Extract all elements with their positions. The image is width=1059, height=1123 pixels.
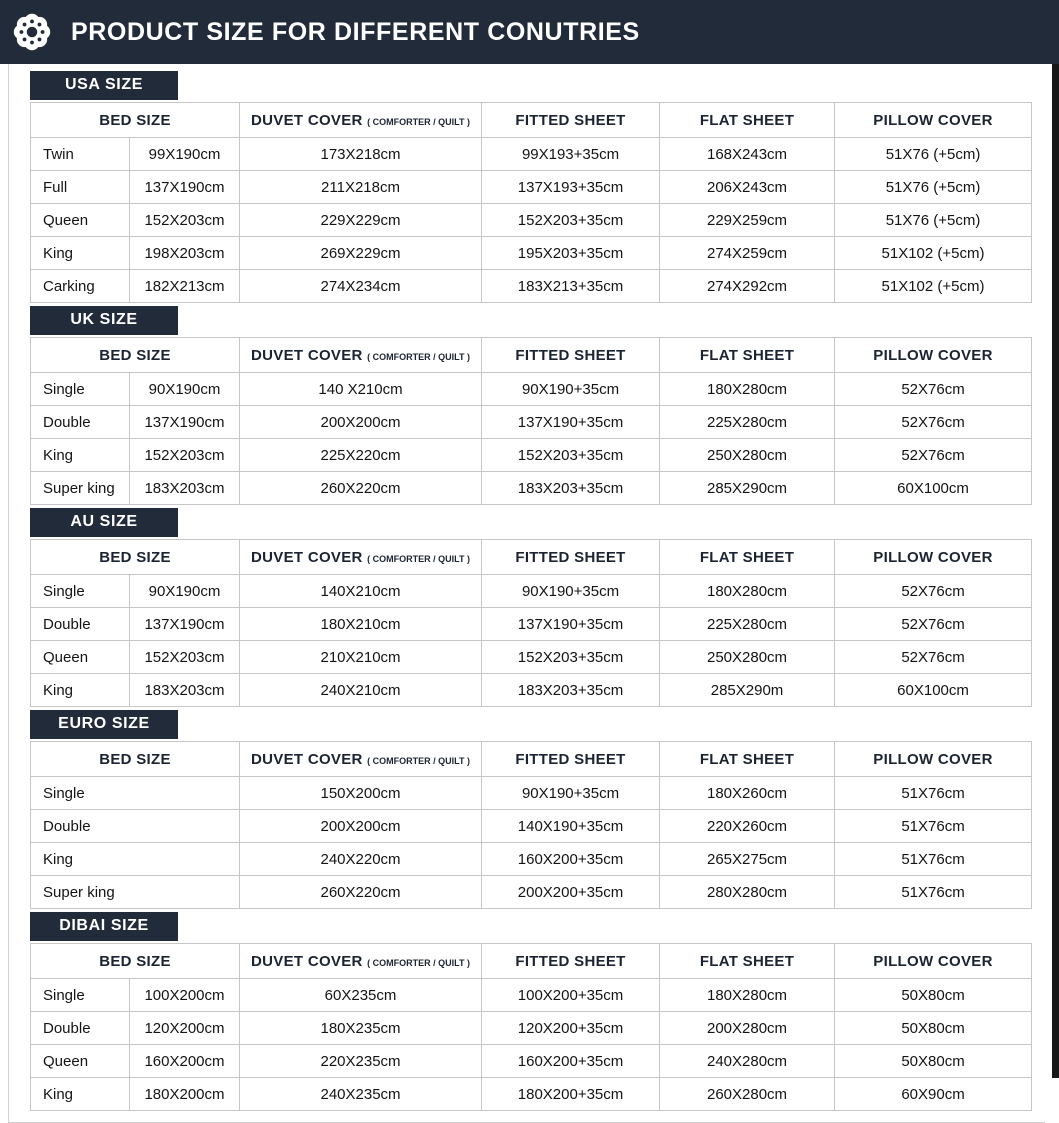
duvet-cover-subtitle: ( COMFORTER / QUILT ) [367, 755, 470, 766]
column-header-row [31, 944, 1032, 979]
col-header-pillow-cover: PILLOW COVER [835, 338, 1032, 373]
fitted-sheet-cell: 137X190+35cm [482, 608, 660, 641]
duvet-cover-cell: 180X210cm [240, 608, 482, 641]
section-badge-usa: USA SIZE [30, 71, 178, 100]
fitted-sheet-cell: 160X200+35cm [482, 1045, 660, 1078]
flat-sheet-cell: 250X280cm [660, 439, 835, 472]
col-header-flat-sheet: FLAT SHEET [660, 742, 835, 777]
size-section-au [30, 508, 1045, 707]
pillow-cover-cell: 52X76cm [835, 439, 1032, 472]
col-header-bed-size: BED SIZE [31, 103, 240, 138]
fitted-sheet-cell: 152X203+35cm [482, 439, 660, 472]
bed-size-name-cell: Single [31, 575, 130, 608]
col-header-duvet-cover: DUVET COVER ( COMFORTER / QUILT ) [240, 540, 482, 575]
table-row [31, 439, 1032, 472]
table-row [31, 138, 1032, 171]
fitted-sheet-cell: 183X203+35cm [482, 674, 660, 707]
table-row [31, 777, 1032, 810]
bed-size-name-cell: Double [31, 810, 240, 843]
table-row [31, 406, 1032, 439]
bed-size-dimension-cell: 152X203cm [130, 641, 240, 674]
bed-size-dimension-cell: 180X200cm [130, 1078, 240, 1111]
bed-size-name-cell: King [31, 674, 130, 707]
col-header-bed-size: BED SIZE [31, 944, 240, 979]
table-row [31, 979, 1032, 1012]
duvet-cover-cell: 150X200cm [240, 777, 482, 810]
pillow-cover-cell: 51X76cm [835, 843, 1032, 876]
duvet-cover-cell: 269X229cm [240, 237, 482, 270]
bed-size-name-cell: Twin [31, 138, 130, 171]
duvet-cover-cell: 260X220cm [240, 876, 482, 909]
size-section-dibai [30, 912, 1045, 1111]
pillow-cover-cell: 51X102 (+5cm) [835, 237, 1032, 270]
table-row [31, 1012, 1032, 1045]
duvet-cover-cell: 229X229cm [240, 204, 482, 237]
bed-size-dimension-cell: 137X190cm [130, 406, 240, 439]
col-header-bed-size: BED SIZE [31, 338, 240, 373]
pillow-cover-cell: 51X76 (+5cm) [835, 138, 1032, 171]
duvet-cover-cell: 173X218cm [240, 138, 482, 171]
col-header-pillow-cover: PILLOW COVER [835, 540, 1032, 575]
bed-size-name-cell: King [31, 237, 130, 270]
bed-size-dimension-cell: 137X190cm [130, 171, 240, 204]
table-row [31, 843, 1032, 876]
bed-size-name-cell: Carking [31, 270, 130, 303]
bed-size-dimension-cell: 198X203cm [130, 237, 240, 270]
flat-sheet-cell: 250X280cm [660, 641, 835, 674]
duvet-cover-cell: 240X235cm [240, 1078, 482, 1111]
bed-size-name-cell: Super king [31, 876, 240, 909]
size-section-euro [30, 710, 1045, 909]
col-header-bed-size: BED SIZE [31, 742, 240, 777]
duvet-cover-cell: 240X220cm [240, 843, 482, 876]
column-header-row [31, 540, 1032, 575]
col-header-duvet-cover: DUVET COVER ( COMFORTER / QUILT ) [240, 944, 482, 979]
flat-sheet-cell: 285X290cm [660, 472, 835, 505]
bed-size-dimension-cell: 152X203cm [130, 439, 240, 472]
fitted-sheet-cell: 152X203+35cm [482, 204, 660, 237]
bed-size-dimension-cell: 100X200cm [130, 979, 240, 1012]
bed-size-dimension-cell: 90X190cm [130, 575, 240, 608]
bed-size-name-cell: Double [31, 1012, 130, 1045]
bed-size-name-cell: Single [31, 373, 130, 406]
flat-sheet-cell: 180X280cm [660, 575, 835, 608]
duvet-cover-cell: 200X200cm [240, 406, 482, 439]
col-header-fitted-sheet: FITTED SHEET [482, 742, 660, 777]
flat-sheet-cell: 260X280cm [660, 1078, 835, 1111]
bed-size-dimension-cell: 183X203cm [130, 472, 240, 505]
table-row [31, 204, 1032, 237]
table-row [31, 237, 1032, 270]
pillow-cover-cell: 50X80cm [835, 979, 1032, 1012]
duvet-cover-cell: 274X234cm [240, 270, 482, 303]
col-header-duvet-cover: DUVET COVER ( COMFORTER / QUILT ) [240, 742, 482, 777]
pillow-cover-cell: 60X100cm [835, 472, 1032, 505]
fitted-sheet-cell: 120X200+35cm [482, 1012, 660, 1045]
table-row [31, 641, 1032, 674]
col-header-duvet-cover: DUVET COVER ( COMFORTER / QUILT ) [240, 103, 482, 138]
fitted-sheet-cell: 160X200+35cm [482, 843, 660, 876]
fitted-sheet-cell: 200X200+35cm [482, 876, 660, 909]
pillow-cover-cell: 52X76cm [835, 575, 1032, 608]
flat-sheet-cell: 274X292cm [660, 270, 835, 303]
column-header-row [31, 338, 1032, 373]
fitted-sheet-cell: 90X190+35cm [482, 777, 660, 810]
flat-sheet-cell: 225X280cm [660, 608, 835, 641]
fitted-sheet-cell: 183X213+35cm [482, 270, 660, 303]
page-title: PRODUCT SIZE FOR DIFFERENT CONUTRIES [71, 17, 640, 46]
pillow-cover-cell: 52X76cm [835, 608, 1032, 641]
flat-sheet-cell: 180X260cm [660, 777, 835, 810]
fitted-sheet-cell: 137X193+35cm [482, 171, 660, 204]
pillow-cover-cell: 51X102 (+5cm) [835, 270, 1032, 303]
size-table-dibai [30, 943, 1032, 1111]
duvet-cover-cell: 220X235cm [240, 1045, 482, 1078]
col-header-flat-sheet: FLAT SHEET [660, 103, 835, 138]
table-row [31, 608, 1032, 641]
bed-size-dimension-cell: 160X200cm [130, 1045, 240, 1078]
title-bar [0, 0, 1059, 64]
size-section-usa [30, 71, 1045, 303]
fitted-sheet-cell: 183X203+35cm [482, 472, 660, 505]
duvet-cover-cell: 140X210cm [240, 575, 482, 608]
col-header-pillow-cover: PILLOW COVER [835, 944, 1032, 979]
pillow-cover-cell: 50X80cm [835, 1012, 1032, 1045]
col-header-duvet-cover: DUVET COVER ( COMFORTER / QUILT ) [240, 338, 482, 373]
bed-size-dimension-cell: 120X200cm [130, 1012, 240, 1045]
duvet-cover-cell: 225X220cm [240, 439, 482, 472]
bed-size-dimension-cell: 99X190cm [130, 138, 240, 171]
bed-size-dimension-cell: 90X190cm [130, 373, 240, 406]
col-header-bed-size: BED SIZE [31, 540, 240, 575]
bed-size-name-cell: Queen [31, 641, 130, 674]
duvet-cover-subtitle: ( COMFORTER / QUILT ) [367, 553, 470, 564]
size-table-au [30, 539, 1032, 707]
fitted-sheet-cell: 180X200+35cm [482, 1078, 660, 1111]
fitted-sheet-cell: 137X190+35cm [482, 406, 660, 439]
duvet-cover-cell: 210X210cm [240, 641, 482, 674]
duvet-cover-subtitle: ( COMFORTER / QUILT ) [367, 351, 470, 362]
fitted-sheet-cell: 90X190+35cm [482, 373, 660, 406]
bed-size-name-cell: King [31, 1078, 130, 1111]
col-header-flat-sheet: FLAT SHEET [660, 540, 835, 575]
flat-sheet-cell: 274X259cm [660, 237, 835, 270]
pillow-cover-cell: 50X80cm [835, 1045, 1032, 1078]
duvet-cover-cell: 260X220cm [240, 472, 482, 505]
section-badge-dibai: DIBAI SIZE [30, 912, 178, 941]
pillow-cover-cell: 51X76cm [835, 810, 1032, 843]
flat-sheet-cell: 200X280cm [660, 1012, 835, 1045]
bed-size-name-cell: King [31, 843, 240, 876]
duvet-cover-cell: 240X210cm [240, 674, 482, 707]
size-table-uk [30, 337, 1032, 505]
column-header-row [31, 742, 1032, 777]
flat-sheet-cell: 206X243cm [660, 171, 835, 204]
table-row [31, 1045, 1032, 1078]
fitted-sheet-cell: 140X190+35cm [482, 810, 660, 843]
bed-size-name-cell: Double [31, 608, 130, 641]
size-table-usa [30, 102, 1032, 303]
bed-size-name-cell: Queen [31, 1045, 130, 1078]
section-badge-uk: UK SIZE [30, 306, 178, 335]
size-section-uk [30, 306, 1045, 505]
fitted-sheet-cell: 90X190+35cm [482, 575, 660, 608]
pillow-cover-cell: 51X76cm [835, 876, 1032, 909]
size-table-euro [30, 741, 1032, 909]
pillow-cover-cell: 52X76cm [835, 373, 1032, 406]
flat-sheet-cell: 265X275cm [660, 843, 835, 876]
fitted-sheet-cell: 99X193+35cm [482, 138, 660, 171]
bed-size-name-cell: Full [31, 171, 130, 204]
section-badge-euro: EURO SIZE [30, 710, 178, 739]
size-tables-area [8, 64, 1045, 1123]
col-header-pillow-cover: PILLOW COVER [835, 103, 1032, 138]
fitted-sheet-cell: 195X203+35cm [482, 237, 660, 270]
pillow-cover-cell: 60X90cm [835, 1078, 1032, 1111]
table-row [31, 171, 1032, 204]
pillow-cover-cell: 60X100cm [835, 674, 1032, 707]
table-row [31, 270, 1032, 303]
flat-sheet-cell: 280X280cm [660, 876, 835, 909]
flat-sheet-cell: 285X290m [660, 674, 835, 707]
duvet-cover-subtitle: ( COMFORTER / QUILT ) [367, 116, 470, 127]
duvet-cover-cell: 211X218cm [240, 171, 482, 204]
flat-sheet-cell: 229X259cm [660, 204, 835, 237]
bed-size-name-cell: King [31, 439, 130, 472]
flat-sheet-cell: 240X280cm [660, 1045, 835, 1078]
col-header-pillow-cover: PILLOW COVER [835, 742, 1032, 777]
pillow-cover-cell: 51X76 (+5cm) [835, 204, 1032, 237]
section-badge-au: AU SIZE [30, 508, 178, 537]
fitted-sheet-cell: 152X203+35cm [482, 641, 660, 674]
fitted-sheet-cell: 100X200+35cm [482, 979, 660, 1012]
pillow-cover-cell: 52X76cm [835, 641, 1032, 674]
table-row [31, 876, 1032, 909]
bed-size-dimension-cell: 183X203cm [130, 674, 240, 707]
duvet-cover-cell: 140 X210cm [240, 373, 482, 406]
table-row [31, 472, 1032, 505]
flower-logo-icon [9, 9, 55, 55]
col-header-flat-sheet: FLAT SHEET [660, 944, 835, 979]
right-edge-strip [1052, 64, 1059, 1078]
bed-size-dimension-cell: 152X203cm [130, 204, 240, 237]
bed-size-name-cell: Single [31, 777, 240, 810]
duvet-cover-cell: 60X235cm [240, 979, 482, 1012]
table-row [31, 810, 1032, 843]
col-header-fitted-sheet: FITTED SHEET [482, 540, 660, 575]
pillow-cover-cell: 52X76cm [835, 406, 1032, 439]
flat-sheet-cell: 220X260cm [660, 810, 835, 843]
col-header-flat-sheet: FLAT SHEET [660, 338, 835, 373]
bed-size-name-cell: Super king [31, 472, 130, 505]
table-row [31, 373, 1032, 406]
col-header-fitted-sheet: FITTED SHEET [482, 944, 660, 979]
duvet-cover-cell: 200X200cm [240, 810, 482, 843]
bed-size-dimension-cell: 137X190cm [130, 608, 240, 641]
pillow-cover-cell: 51X76 (+5cm) [835, 171, 1032, 204]
bed-size-dimension-cell: 182X213cm [130, 270, 240, 303]
bed-size-name-cell: Single [31, 979, 130, 1012]
bed-size-name-cell: Double [31, 406, 130, 439]
flat-sheet-cell: 168X243cm [660, 138, 835, 171]
table-row [31, 674, 1032, 707]
flat-sheet-cell: 180X280cm [660, 979, 835, 1012]
flat-sheet-cell: 225X280cm [660, 406, 835, 439]
bed-size-name-cell: Queen [31, 204, 130, 237]
col-header-fitted-sheet: FITTED SHEET [482, 338, 660, 373]
duvet-cover-cell: 180X235cm [240, 1012, 482, 1045]
table-row [31, 575, 1032, 608]
duvet-cover-subtitle: ( COMFORTER / QUILT ) [367, 957, 470, 968]
column-header-row [31, 103, 1032, 138]
flat-sheet-cell: 180X280cm [660, 373, 835, 406]
col-header-fitted-sheet: FITTED SHEET [482, 103, 660, 138]
pillow-cover-cell: 51X76cm [835, 777, 1032, 810]
